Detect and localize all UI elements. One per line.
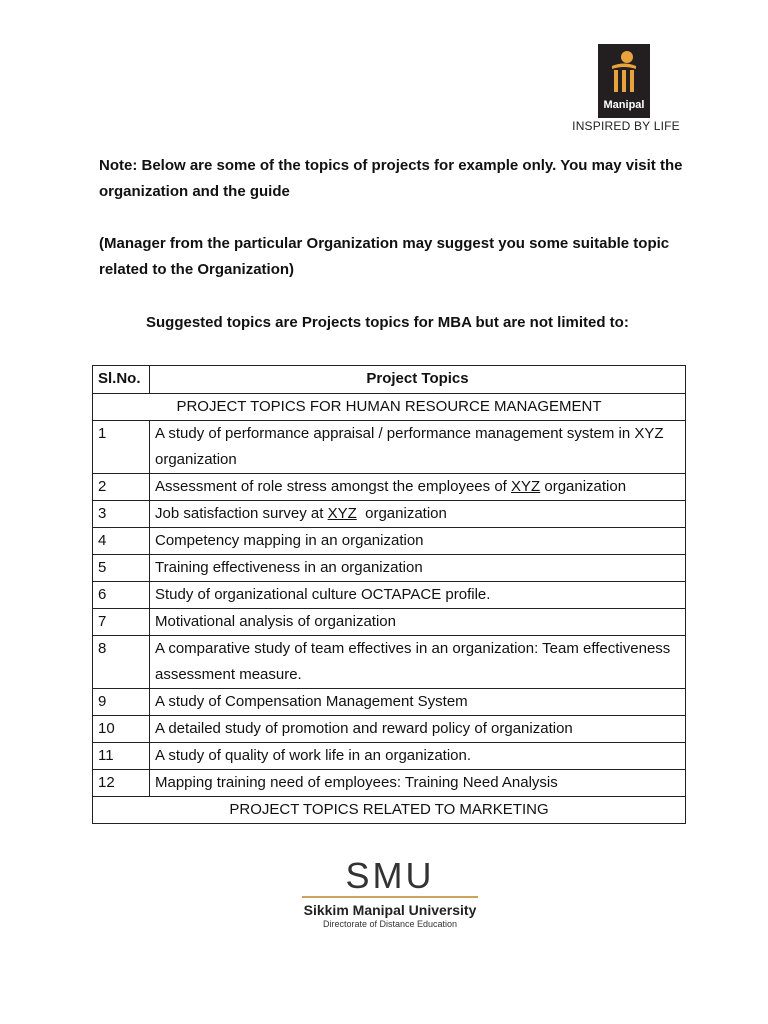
row-number: 7 xyxy=(93,609,150,636)
row-number: 11 xyxy=(93,743,150,770)
table-row xyxy=(93,474,686,501)
table-row xyxy=(93,770,686,797)
manipal-tagline: INSPIRED BY LIFE xyxy=(572,119,680,133)
table-row xyxy=(93,743,686,770)
row-number: 4 xyxy=(93,528,150,555)
smu-logo xyxy=(300,855,480,930)
row-number: 12 xyxy=(93,770,150,797)
row-number: 2 xyxy=(93,474,150,501)
section-row-marketing xyxy=(93,797,686,824)
header-sl-no: Sl.No. xyxy=(93,366,150,394)
table-row xyxy=(93,501,686,528)
row-topic-text: Assessment of role stress amongst the employees of xyxy=(155,478,511,495)
row-number: 1 xyxy=(93,421,150,474)
row-topic: A comparative study of team effectives in an organization: Team effectiveness assessment measure. xyxy=(150,636,686,689)
table-row xyxy=(93,609,686,636)
row-topic: Motivational analysis of organization xyxy=(150,609,686,636)
manipal-logo-word: Manipal xyxy=(603,99,645,111)
row-topic-text: Job satisfaction survey at xyxy=(155,505,328,522)
table-header-row xyxy=(93,366,686,394)
row-topic: Training effectiveness in an organization xyxy=(150,555,686,582)
row-topic-underlined: XYZ xyxy=(327,505,357,522)
row-topic xyxy=(150,501,686,528)
row-number: 8 xyxy=(93,636,150,689)
row-topic xyxy=(150,474,686,501)
table-row xyxy=(93,636,686,689)
table-row xyxy=(93,582,686,609)
section-title-marketing: PROJECT TOPICS RELATED TO MARKETING xyxy=(93,797,686,824)
smu-university-name: Sikkim Manipal University xyxy=(303,902,477,918)
manipal-logo xyxy=(571,44,681,133)
table-row xyxy=(93,716,686,743)
row-topic: A study of Compensation Management System xyxy=(150,689,686,716)
row-topic: A detailed study of promotion and reward policy of organization xyxy=(150,716,686,743)
row-topic-text: organization xyxy=(540,478,627,495)
smu-subtitle: Directorate of Distance Education xyxy=(322,919,458,929)
table-row xyxy=(93,689,686,716)
smu-title: SMU xyxy=(345,855,435,896)
manager-paragraph: (Manager from the particular Organization may suggest you some suitable topic related to the Organization) xyxy=(99,235,670,278)
row-number: 3 xyxy=(93,501,150,528)
table-row xyxy=(93,555,686,582)
note-paragraph: Note: Below are some of the topics of projects for example only. You may visit the organization and the guide xyxy=(99,157,683,200)
section-title-hr: PROJECT TOPICS FOR HUMAN RESOURCE MANAGEMENT xyxy=(93,394,686,421)
row-topic: Competency mapping in an organization xyxy=(150,528,686,555)
project-topics-table xyxy=(92,365,686,824)
row-topic: Mapping training need of employees: Training Need Analysis xyxy=(150,770,686,797)
table-row xyxy=(93,421,686,474)
row-number: 9 xyxy=(93,689,150,716)
row-number: 10 xyxy=(93,716,150,743)
row-number: 6 xyxy=(93,582,150,609)
manipal-emblem-icon xyxy=(598,44,650,118)
row-topic-underlined: XYZ xyxy=(511,478,541,495)
suggested-heading: Suggested topics are Projects topics for MBA but are not limited to: xyxy=(146,314,629,331)
smu-divider xyxy=(302,896,478,898)
row-topic-text: organization xyxy=(356,505,447,522)
table-row xyxy=(93,528,686,555)
row-number: 5 xyxy=(93,555,150,582)
section-row-hr xyxy=(93,394,686,421)
row-topic: A study of performance appraisal / performance management system in XYZ organization xyxy=(150,421,686,474)
header-project-topics: Project Topics xyxy=(150,366,686,394)
row-topic: Study of organizational culture OCTAPACE profile. xyxy=(150,582,686,609)
row-topic: A study of quality of work life in an organization. xyxy=(150,743,686,770)
